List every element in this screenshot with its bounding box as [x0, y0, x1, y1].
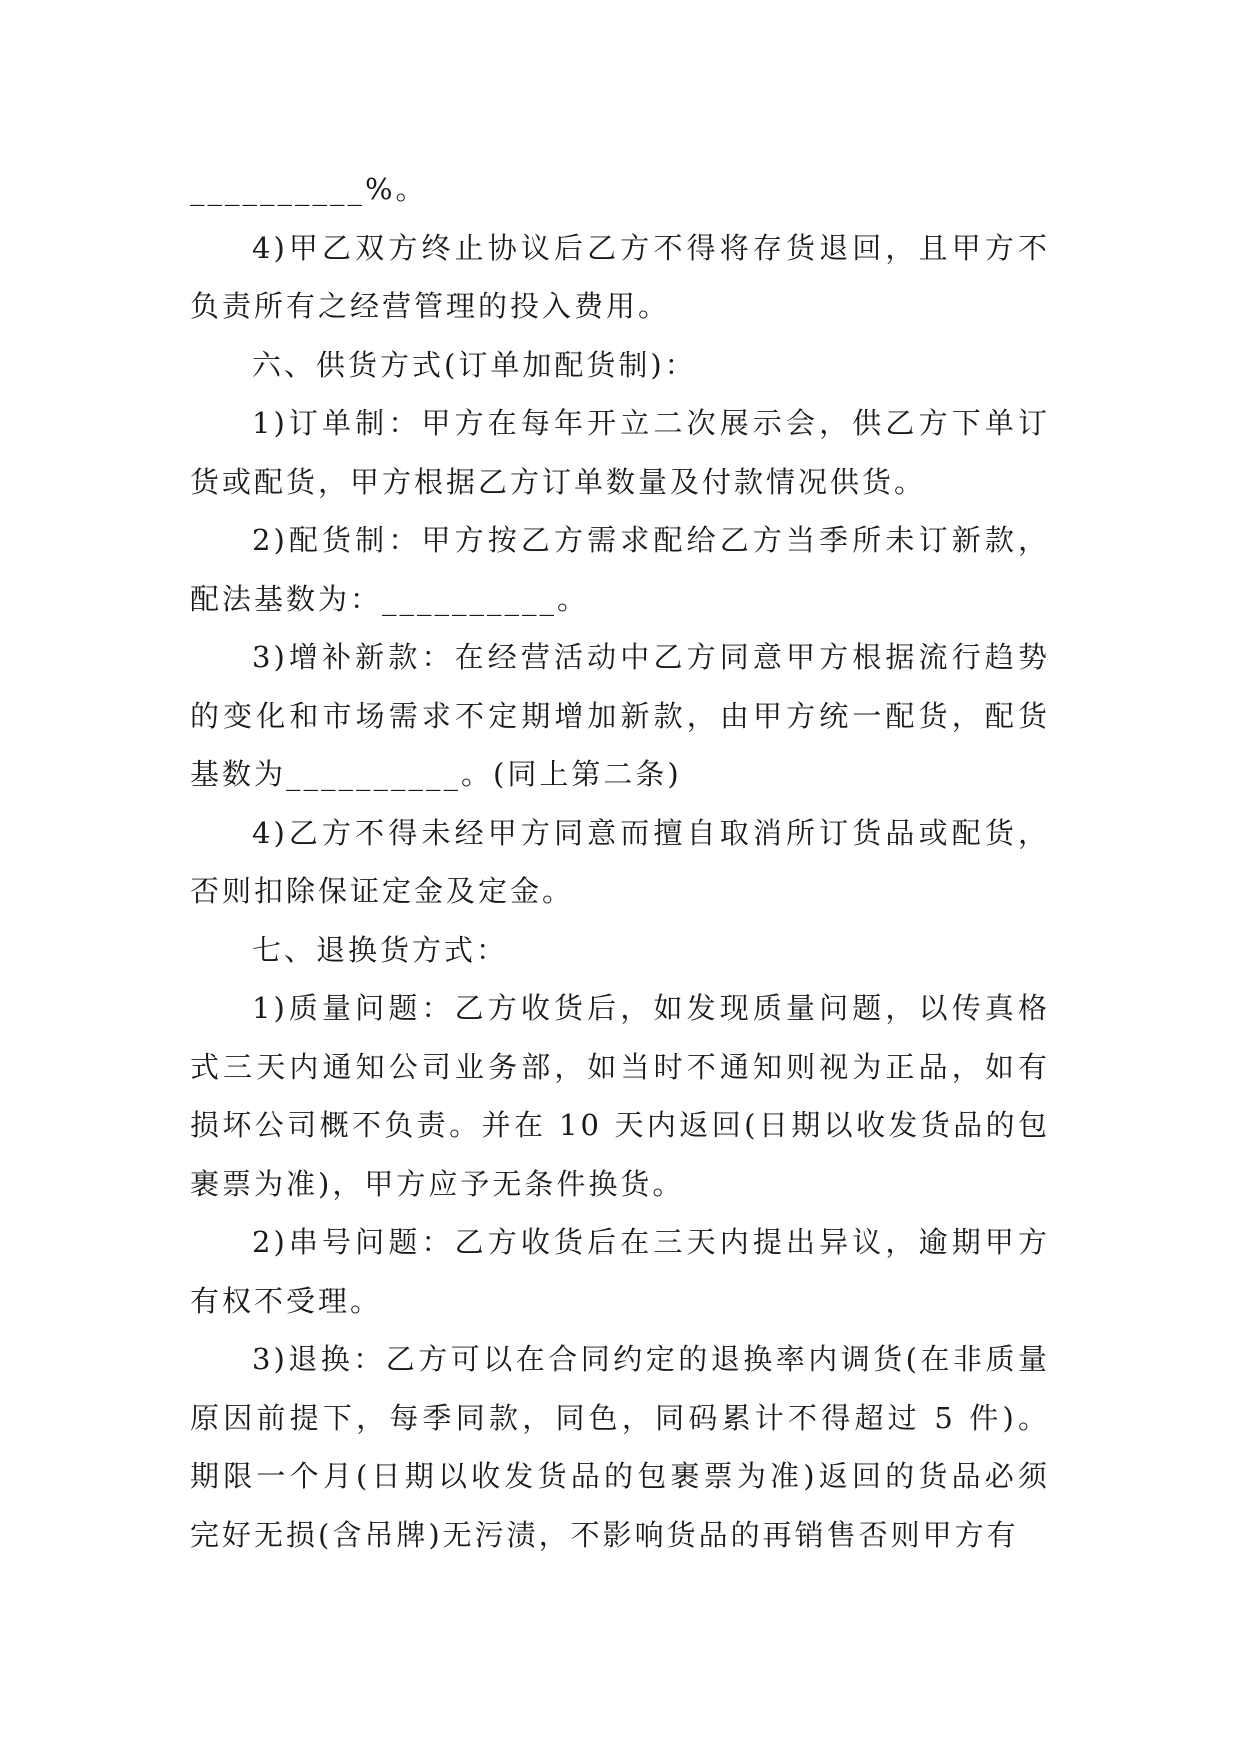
paragraph-clause-6-3: 3)增补新款：在经营活动中乙方同意甲方根据流行趋势的变化和市场需求不定期增加新款，由甲方统一配货，配货基数为__________。(同上第二条) [190, 640, 1050, 791]
paragraph-clause-7-2: 2)串号问题：乙方收货后在三天内提出异议，逾期甲方有权不受理。 [190, 1225, 1050, 1318]
section-heading-return-exchange: 七、退换货方式： [252, 932, 509, 967]
paragraph-clause-6-2: 2)配货制：甲方按乙方需求配给乙方当季所未订新款，配法基数为：__________。 [190, 523, 1050, 616]
paragraph-clause-6-1: 1)订单制：甲方在每年开立二次展示会，供乙方下单订货或配货，甲方根据乙方订单数量及付款情况供货。 [190, 406, 1050, 499]
paragraph-clause-7-1: 1)质量问题：乙方收货后，如发现质量问题，以传真格式三天内通知公司业务部，如当时不通知则视为正品，如有损坏公司概不负责。并在 10 天内返回(日期以收发货品的包裹票为准)，甲方应予无条件换货。 [190, 991, 1050, 1201]
paragraph-clause-6-4: 4)乙方不得未经甲方同意而擅自取消所订货品或配货，否则扣除保证定金及定金。 [190, 815, 1050, 908]
paragraph-clause-7-3: 3)退换：乙方可以在合同约定的退换率内调货(在非质量原因前提下，每季同款，同色，同码累计不得超过 5 件)。期限一个月(日期以收发货品的包裹票为准)返回的货品必须完好无损(含吊牌)无污渍，不影响货品的再销售否则甲方有 [190, 1342, 1050, 1552]
paragraph-clause-5-4: 4)甲乙双方终止协议后乙方不得将存货退回，且甲方不负责所有之经营管理的投入费用。 [190, 230, 1050, 323]
document-body [190, 160, 1050, 1564]
paragraph-percent-blank: __________%。 [190, 172, 428, 206]
section-heading-supply-method: 六、供货方式(订单加配货制)： [252, 347, 697, 382]
